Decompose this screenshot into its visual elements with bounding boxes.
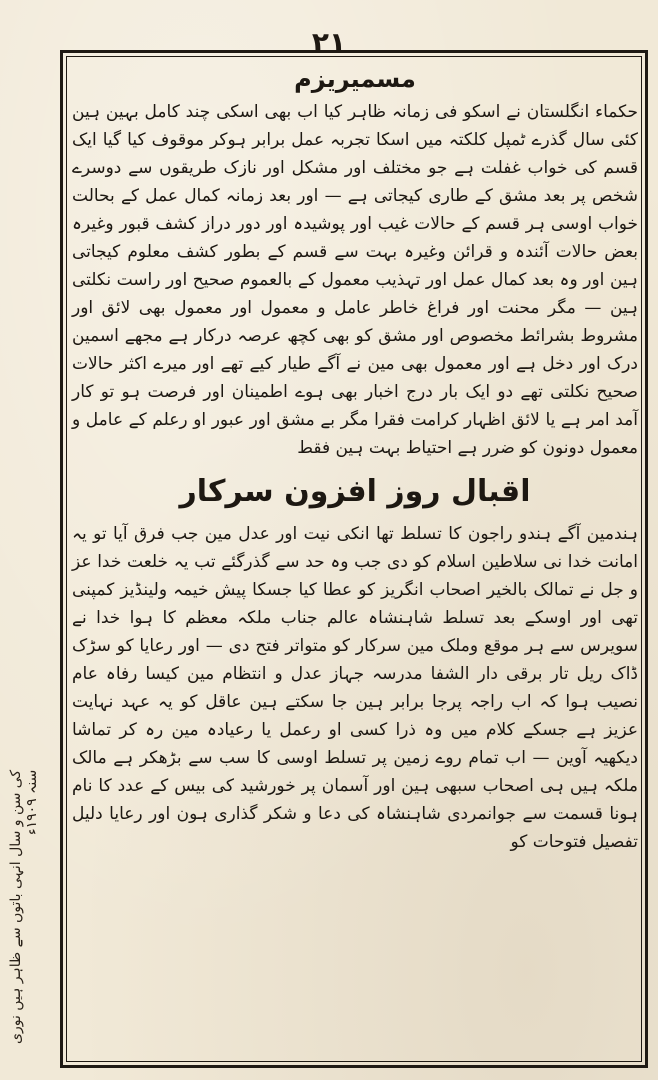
body-text	[72, 60, 638, 1060]
paragraph-sarkar: ہندمین آگے ہندو راجون کا تسلط تھا انکی نیت اور عدل مین جب فرق آیا تو یہ امانت خدا نی سلاطین اسلام کو دی جب وہ حد سے گذرگئے تب یہ خلعت خدا عز و جل نے تمالک بالخیر اصحاب انگریز کو عطا کیا جسکا پیش خیمہ ولینڈیز کمپنی تھی اور اوسکے بعد تسلط شاہنشاہ عالم جناب ملکہ معظم کا ہوا خدا نے سویرس سے ہر موقع وملک مین سرکار کو متواتر فتح دی — اور رعایا کو سڑک ڈاک ریل تار برقی دار الشفا مدرسہ جہاز عدل و انتظام مین کیسا رفاہ عام نصیب ہوا کہ اب راجہ پرجا برابر ہین جا سکتے ہین عاقل کو یہ عہد نہایت عزیز ہے جسکے کلام میں وہ ذرا کسی او رعمل یا رعیادہ مین رہ کر تماشا دیکھیہ آوین — اب تمام روے زمین پر تسلط اوسی کا سب سے بڑھکر ہے مالک ملکہ ہیں ہی اصحاب سبھی ہین اور آسمان پر خورشید کی بیس کے عدد کا نام ہونا قسمت سے جوانمردی شاہنشاہ کی دعا و شکر گذاری ہون اور رعایا دلیل تفصیل فتوحات کو	[72, 524, 638, 852]
section-heading-iqbal: اقبال روز افزون سرکار	[179, 474, 531, 509]
paragraph-mesmerism: حکماء انگلستان نے اسکو فی زمانہ ظاہر کیا اب بھی اسکی چند کامل بہین ہین کئی سال گذرے ٹمپل کلکتہ میں اسکا تجربہ عمل برابر ہوکر موقوف کیا گیا ایک قسم کی خواب غفلت ہے جو مختلف اور مشکل اور نازک طریقوں سے دوسرے شخص پر بعد مشق کے طاری کیجاتی ہے — اور بعد زمانہ کمال عمل کے بحالت خواب اوسی ہر قسم کے حالات غیب اور پوشیدہ اور دور دراز کشف قبور وغیرہ بعض حالات آئندہ و قرائن وغیرہ بہت سے قسم کے بطور کشف معلوم کیجاتی ہین اور وہ بعد کمال عمل اور تہذیب معمول کے بالعموم صحیح اور راست نکلتی ہین — مگر محنت اور فراغ خاطر عامل و معمول اور معمول بھی لائق اور مشروط بشرائط مخصوص اور مشق کو بھی کچھ عرصہ درکار ہے مجھے اسمین درک اور دخل ہے اور معمول بھی مین نے آگے طیار کیے تھے اور میرے اکثر حالات صحیح نکلتی تھے دو ایک بار درج اخبار بھی ہوے اطمینان اور فرصت ہو تو کار آمد امر ہے یا لائق اظہار کرامت فقرا مگر بے مشق اور عبور او رعلم کے عامل و معمول دونون کو ضرر ہے احتیاط بہت ہین فقط	[72, 102, 638, 458]
section-title: مسمیریزم	[294, 65, 416, 93]
page-number: ۲۱	[311, 26, 347, 59]
handwritten-margin-note: کی سن و سال انہی باتوں سے ظاہر ہیں نوری سنہ ۱۹۰۹ء	[8, 770, 40, 1045]
